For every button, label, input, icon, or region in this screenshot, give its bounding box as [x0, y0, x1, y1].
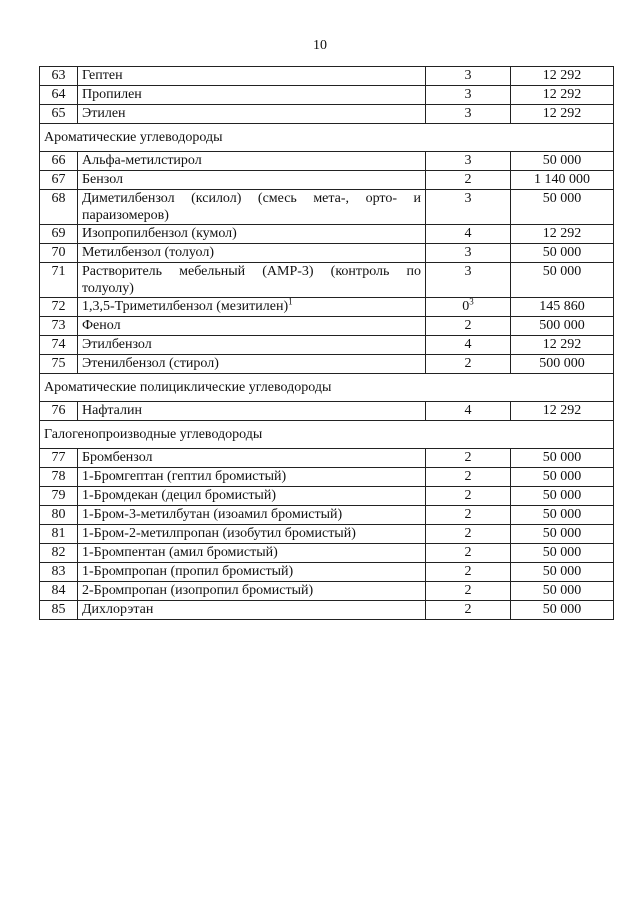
table-row: [40, 298, 614, 317]
group-header-row: [40, 374, 614, 402]
substance-name-text: 1-Бромпентан (амил бромистый): [82, 545, 278, 560]
hazard-class: [426, 105, 511, 124]
hazard-class: [426, 468, 511, 487]
substance-name: [78, 225, 426, 244]
row-number: 79: [40, 487, 78, 506]
substance-name-text: Этенилбензол (стирол): [82, 356, 219, 371]
quantity-value: 50 000: [511, 487, 614, 506]
quantity-value: 50 000: [511, 152, 614, 171]
hazard-class: [426, 449, 511, 468]
hazard-class: [426, 582, 511, 601]
hazard-class-text: 2: [464, 356, 472, 371]
hazard-class: [426, 355, 511, 374]
substance-name-text: 1-Бромпропан (пропил бромистый): [82, 564, 294, 579]
substance-name: [78, 67, 426, 86]
table-body: [40, 67, 614, 620]
quantity-value: 12 292: [511, 225, 614, 244]
quantity-value: 12 292: [511, 336, 614, 355]
table-row: [40, 105, 614, 124]
table-row: [40, 86, 614, 105]
quantity-value: 50 000: [511, 506, 614, 525]
row-number: 82: [40, 544, 78, 563]
hazard-class-text: 2: [464, 526, 472, 541]
hazard-class-text: 2: [464, 469, 472, 484]
substance-name: [78, 582, 426, 601]
substance-name-text: Пропилен: [82, 87, 142, 102]
row-number: 63: [40, 67, 78, 86]
page-number: 10: [313, 38, 327, 53]
substance-name-text: 1-Бром-3-метилбутан (изоамил бромистый): [82, 507, 343, 522]
substance-name: [78, 105, 426, 124]
row-number: 80: [40, 506, 78, 525]
substance-name-text: Бромбензол: [82, 450, 153, 465]
hazard-class-text: 4: [464, 337, 472, 352]
row-number: 64: [40, 86, 78, 105]
table-row: [40, 317, 614, 336]
substance-name-text: 2-Бромпропан (изопропил бромистый): [82, 583, 314, 598]
hazard-class-text: 3: [464, 264, 472, 279]
substance-name: [78, 336, 426, 355]
substance-name: [78, 563, 426, 582]
table-row: [40, 506, 614, 525]
row-number: 84: [40, 582, 78, 601]
quantity-value: 12 292: [511, 105, 614, 124]
hazard-class-text: 3: [464, 153, 472, 168]
substance-name: [78, 525, 426, 544]
group-title: Ароматические полициклические углеводороды: [40, 374, 614, 402]
row-number: 78: [40, 468, 78, 487]
substance-name-text: Метилбензол (толуол): [82, 245, 214, 260]
substance-table: [39, 66, 614, 620]
quantity-value: 50 000: [511, 468, 614, 487]
table-row: [40, 487, 614, 506]
hazard-class-text: 2: [464, 507, 472, 522]
row-number: 73: [40, 317, 78, 336]
row-number: 71: [40, 263, 78, 298]
substance-name-text: Гептен: [82, 68, 123, 83]
substance-name: [78, 601, 426, 620]
row-number: 81: [40, 525, 78, 544]
hazard-class: [426, 402, 511, 421]
substance-name-text: Бензол: [82, 172, 123, 187]
hazard-class-text: 3: [464, 191, 472, 206]
footnote-mark: 3: [469, 296, 474, 307]
hazard-class: [426, 317, 511, 336]
table-row: [40, 244, 614, 263]
quantity-value: 50 000: [511, 263, 614, 298]
substance-name: [78, 298, 426, 317]
table-row: [40, 544, 614, 563]
substance-name: [78, 468, 426, 487]
row-number: 77: [40, 449, 78, 468]
table-row: [40, 449, 614, 468]
substance-name-text: 1-Бромгептан (гептил бромистый): [82, 469, 287, 484]
table-row: [40, 336, 614, 355]
quantity-value: 12 292: [511, 67, 614, 86]
hazard-class: [426, 190, 511, 225]
quantity-value: 1 140 000: [511, 171, 614, 190]
group-title: Галогенопроизводные углеводороды: [40, 421, 614, 449]
substance-name-text: Диметилбензол (ксилол) (смесь мета-, орто- и параизомеров): [82, 191, 421, 223]
quantity-value: 50 000: [511, 525, 614, 544]
table-row: [40, 402, 614, 421]
hazard-class-text: 2: [464, 583, 472, 598]
hazard-class: [426, 525, 511, 544]
substance-name-text: 1,3,5-Триметилбензол (мезитилен): [82, 299, 289, 314]
substance-name-text: 1-Бром-2-метилпропан (изобутил бромистый): [82, 526, 356, 541]
table-row: [40, 67, 614, 86]
substance-name: [78, 152, 426, 171]
row-number: 66: [40, 152, 78, 171]
substance-name-text: Этилен: [82, 106, 126, 121]
quantity-value: 50 000: [511, 544, 614, 563]
hazard-class-text: 2: [464, 172, 472, 187]
hazard-class: [426, 506, 511, 525]
substance-name: [78, 263, 426, 298]
substance-name: [78, 449, 426, 468]
hazard-class: [426, 225, 511, 244]
row-number: 85: [40, 601, 78, 620]
row-number: 72: [40, 298, 78, 317]
quantity-value: 500 000: [511, 317, 614, 336]
substance-name-text: 1-Бромдекан (децил бромистый): [82, 488, 276, 503]
hazard-class-text: 2: [464, 545, 472, 560]
substance-name: [78, 544, 426, 563]
table-row: [40, 563, 614, 582]
quantity-value: 12 292: [511, 86, 614, 105]
quantity-value: 50 000: [511, 449, 614, 468]
substance-name: [78, 244, 426, 263]
hazard-class-text: 3: [464, 245, 472, 260]
table-row: [40, 355, 614, 374]
group-header-row: [40, 124, 614, 152]
group-header-row: [40, 421, 614, 449]
table-row: [40, 582, 614, 601]
hazard-class: [426, 244, 511, 263]
hazard-class: [426, 263, 511, 298]
quantity-value: 50 000: [511, 563, 614, 582]
group-title: Ароматические углеводороды: [40, 124, 614, 152]
substance-name: [78, 487, 426, 506]
hazard-class: [426, 563, 511, 582]
substance-name: [78, 506, 426, 525]
hazard-class-text: 4: [464, 226, 472, 241]
hazard-class-text: 0: [462, 299, 470, 314]
hazard-class: [426, 298, 511, 317]
hazard-class: [426, 336, 511, 355]
row-number: 70: [40, 244, 78, 263]
hazard-class-text: 3: [464, 68, 472, 83]
row-number: 76: [40, 402, 78, 421]
substance-name-text: Растворитель мебельный (АМР-3) (контроль по толуолу): [82, 264, 421, 296]
substance-name-text: Этилбензол: [82, 337, 152, 352]
row-number: 74: [40, 336, 78, 355]
table-row: [40, 171, 614, 190]
hazard-class-text: 2: [464, 488, 472, 503]
row-number: 83: [40, 563, 78, 582]
hazard-class-text: 2: [464, 602, 472, 617]
quantity-value: 500 000: [511, 355, 614, 374]
hazard-class-text: 2: [464, 564, 472, 579]
row-number: 68: [40, 190, 78, 225]
substance-name-text: Альфа-метилстирол: [82, 153, 202, 168]
table-row: [40, 263, 614, 298]
quantity-value: 50 000: [511, 601, 614, 620]
footnote-mark: 1: [288, 296, 293, 307]
hazard-class-text: 3: [464, 106, 472, 121]
substance-name-text: Изопропилбензол (кумол): [82, 226, 237, 241]
substance-name: [78, 355, 426, 374]
row-number: 69: [40, 225, 78, 244]
quantity-value: 145 860: [511, 298, 614, 317]
hazard-class: [426, 67, 511, 86]
quantity-value: 12 292: [511, 402, 614, 421]
hazard-class: [426, 86, 511, 105]
hazard-class-text: 4: [464, 403, 472, 418]
substance-name: [78, 86, 426, 105]
substance-name: [78, 402, 426, 421]
quantity-value: 50 000: [511, 582, 614, 601]
table-row: [40, 601, 614, 620]
substance-name-text: Фенол: [82, 318, 121, 333]
hazard-class: [426, 487, 511, 506]
row-number: 65: [40, 105, 78, 124]
table-row: [40, 468, 614, 487]
hazard-class-text: 3: [464, 87, 472, 102]
hazard-class-text: 2: [464, 318, 472, 333]
table-row: [40, 525, 614, 544]
hazard-class-text: 2: [464, 450, 472, 465]
quantity-value: 50 000: [511, 244, 614, 263]
row-number: 75: [40, 355, 78, 374]
substance-name: [78, 190, 426, 225]
substance-name: [78, 171, 426, 190]
substance-name-text: Дихлорэтан: [82, 602, 154, 617]
row-number: 67: [40, 171, 78, 190]
table-row: [40, 152, 614, 171]
hazard-class: [426, 544, 511, 563]
table-row: [40, 225, 614, 244]
hazard-class: [426, 152, 511, 171]
hazard-class: [426, 601, 511, 620]
substance-name-text: Нафталин: [82, 403, 142, 418]
table-row: [40, 190, 614, 225]
substance-name: [78, 317, 426, 336]
quantity-value: 50 000: [511, 190, 614, 225]
hazard-class: [426, 171, 511, 190]
